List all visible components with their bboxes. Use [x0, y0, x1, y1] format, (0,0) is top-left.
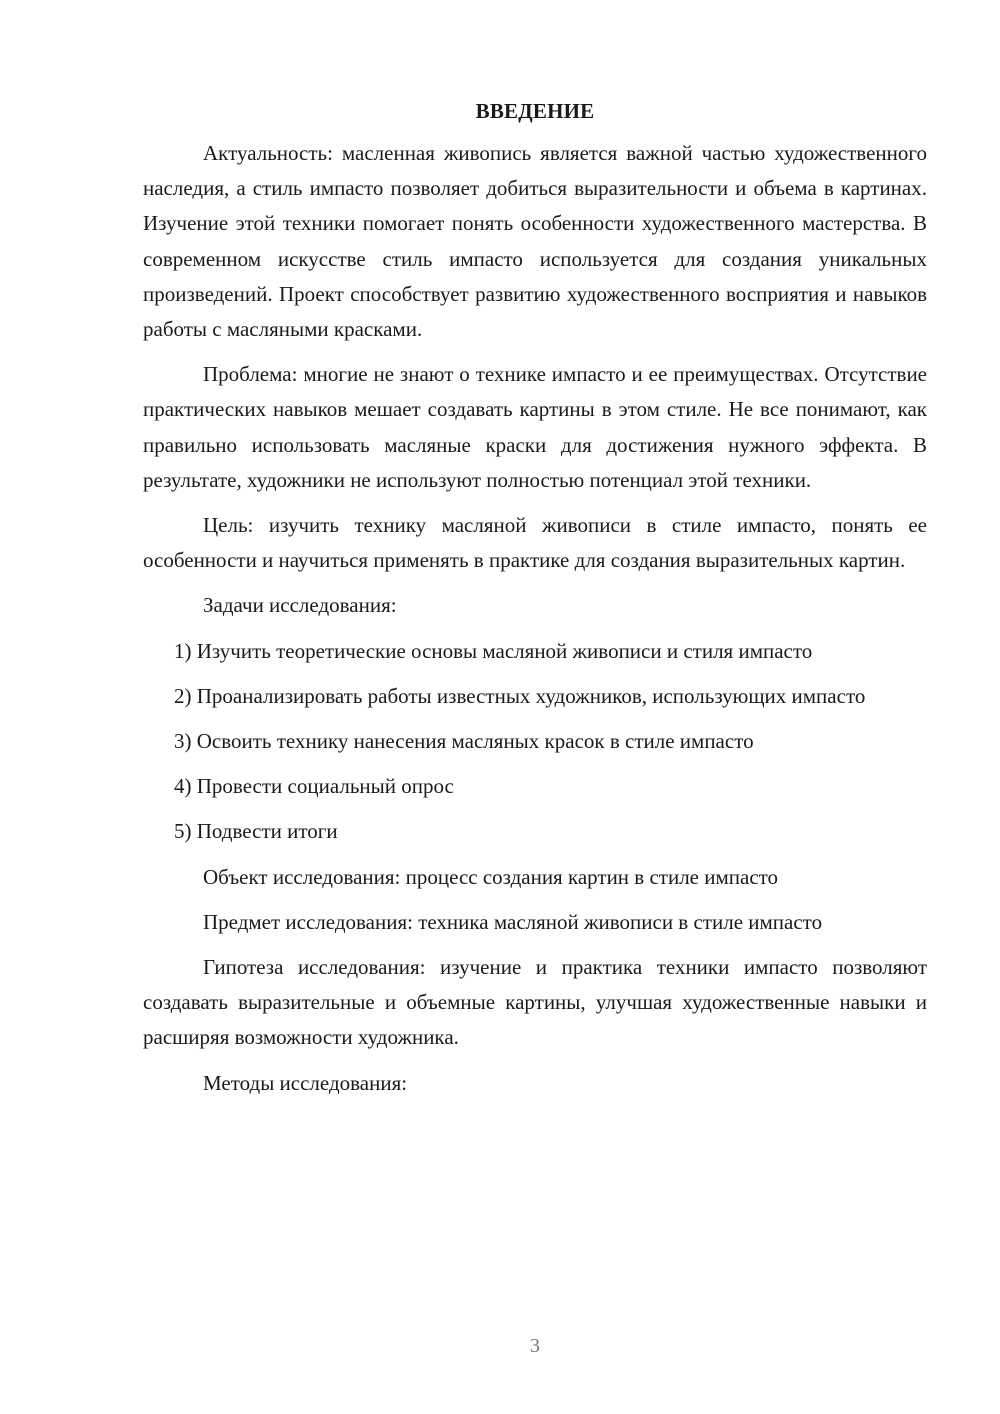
- task-item-2: 2) Проанализировать работы известных художников, использующих импасто: [174, 683, 866, 708]
- page-content: [143, 96, 927, 1111]
- task-item-4: 4) Провести социальный опрос: [174, 774, 454, 799]
- problem-paragraph: Проблема: многие не знают о технике импасто и ее преимуществах. Отсутствие практических навыков мешает создавать картины в этом стиле. Не все понимают, как правильно использовать масляные краски для достижения нужного эффекта. В результате, художники не используют полностью потенциал этой техники.: [143, 362, 927, 492]
- goal-paragraph: Цель: изучить технику масляной живописи в стиле импасто, понять ее особенности и научиться применять в практике для создания выразительных картин.: [143, 513, 927, 573]
- hypothesis-paragraph: Гипотеза исследования: изучение и практика техники импасто позволяют создавать выразительные и объемные картины, улучшая художественные навыки и расширяя возможности художника.: [143, 955, 927, 1050]
- methods-heading: Методы исследования:: [203, 1070, 408, 1095]
- research-subject-paragraph: Предмет исследования: техника масляной живописи в стиле импасто: [203, 909, 823, 934]
- task-item-5: 5) Подвести итоги: [174, 819, 338, 844]
- page-number: 3: [530, 1335, 540, 1357]
- tasks-heading: Задачи исследования:: [203, 593, 397, 618]
- task-item-3: 3) Освоить технику нанесения масляных красок в стиле импасто: [174, 729, 754, 754]
- research-object-paragraph: Объект исследования: процесс создания картин в стиле импасто: [203, 864, 779, 889]
- relevance-paragraph: Актуальность: масленная живопись является важной частью художественного наследия, а стиль импасто позволяет добиться выразительности и объема в картинах. Изучение этой техники помогает понять особенности художественного мастерства. В современном искусстве стиль импасто используется для создания уникальных произведений. Проект способствует развитию художественного восприятия и навыков работы с масляными красками.: [143, 141, 927, 342]
- task-item-1: 1) Изучить теоретические основы масляной живописи и стиля импасто: [174, 638, 813, 663]
- page-title: ВВЕДЕНИЕ: [475, 99, 595, 123]
